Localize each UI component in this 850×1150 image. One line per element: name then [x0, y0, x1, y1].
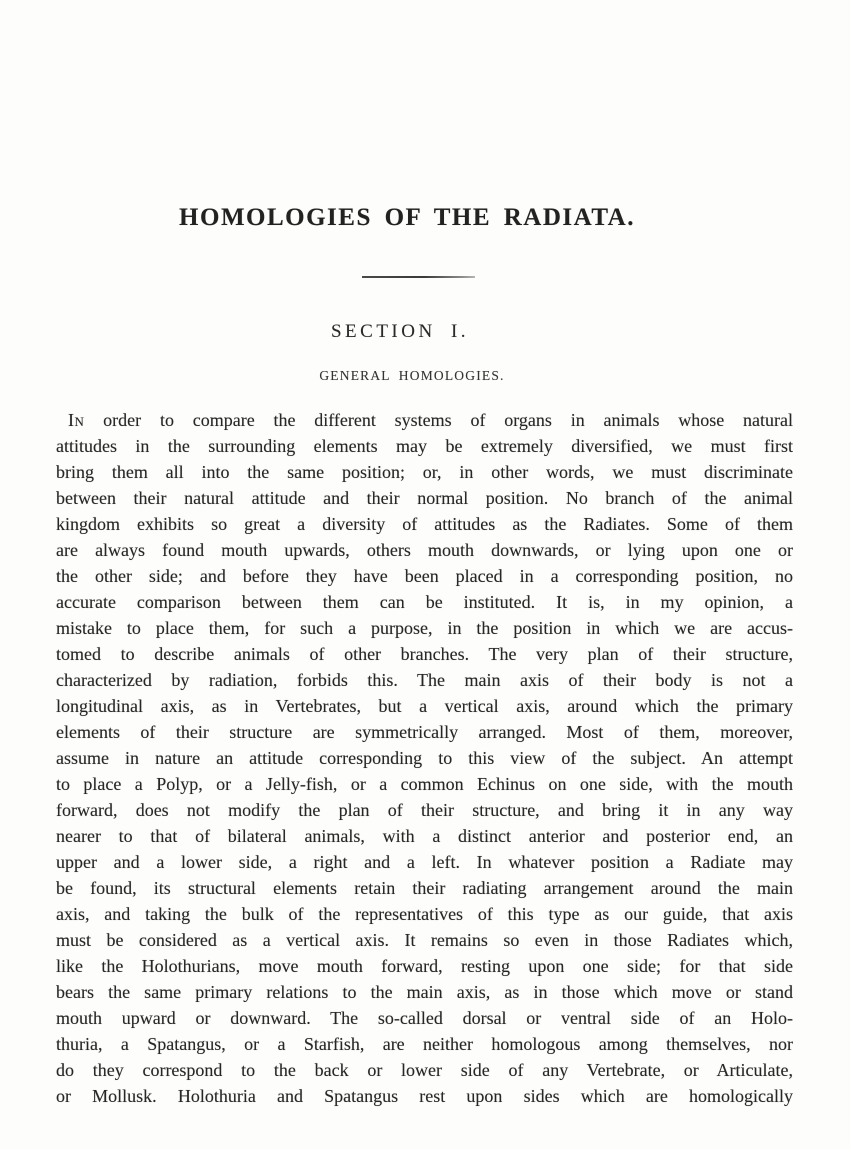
subsection-heading: GENERAL HOMOLOGIES. — [319, 368, 505, 383]
body-text-line: mistake to place them, for such a purpose, in the position in which we are accus- — [56, 618, 793, 638]
body-text-line: the other side; and before they have been placed in a corresponding position, no — [56, 566, 793, 586]
body-text-line: nearer to that of bilateral animals, with a distinct anterior and posterior end, an — [56, 826, 793, 846]
body-text-line: to place a Polyp, or a Jelly-fish, or a common Echinus on one side, with the mouth — [56, 774, 793, 794]
paragraph-lead-word: In — [68, 410, 85, 430]
body-text-line: or Mollusk. Holothuria and Spatangus rest upon sides which are homologically — [56, 1086, 793, 1106]
body-text-line: between their natural attitude and their normal position. No branch of the animal — [56, 488, 793, 508]
body-text-line: mouth upward or downward. The so-called dorsal or ventral side of an Holo- — [56, 1008, 793, 1028]
body-text-line: longitudinal axis, as in Vertebrates, but a vertical axis, around which the primary — [56, 696, 793, 716]
body-text-line: forward, does not modify the plan of their structure, and bring it in any way — [56, 800, 793, 820]
body-text-line: elements of their structure are symmetrically arranged. Most of them, moreover, — [56, 722, 793, 742]
section-heading: SECTION I. — [330, 321, 470, 342]
body-text-line: characterized by radiation, forbids this. The main axis of their body is not a — [56, 670, 793, 690]
body-text-line: bring them all into the same position; or, in other words, we must discriminate — [56, 462, 793, 482]
body-text-line: tomed to describe animals of other branches. The very plan of their structure, — [56, 644, 793, 664]
body-text-line: bears the same primary relations to the main axis, as in those which move or stand — [56, 982, 793, 1002]
body-text-line: thuria, a Spatangus, or a Starfish, are neither homologous among themselves, nor — [56, 1034, 793, 1054]
body-text-line: accurate comparison between them can be instituted. It is, in my opinion, a — [56, 592, 793, 612]
body-text-line: In order to compare the different systems of organs in animals whose natural — [68, 410, 793, 430]
body-text-line: do they correspond to the back or lower side of any Vertebrate, or Articulate, — [56, 1060, 793, 1080]
ornamental-divider-rule — [362, 276, 475, 278]
body-text-line: attitudes in the surrounding elements may be extremely diversified, we must first — [56, 436, 793, 456]
body-text-line: must be considered as a vertical axis. It remains so even in those Radiates which, — [56, 930, 793, 950]
body-text-line: axis, and taking the bulk of the representatives of this type as our guide, that axis — [56, 904, 793, 924]
body-text-line: assume in nature an attitude corresponding to this view of the subject. An attempt — [56, 748, 793, 768]
body-text-line: are always found mouth upwards, others mouth downwards, or lying upon one or — [56, 540, 793, 560]
body-text-line: be found, its structural elements retain their radiating arrangement around the main — [56, 878, 793, 898]
body-text-line: upper and a lower side, a right and a left. In whatever position a Radiate may — [56, 852, 793, 872]
body-text-line: like the Holothurians, move mouth forward, resting upon one side; for that side — [56, 956, 793, 976]
page-title: HOMOLOGIES OF THE RADIATA. — [179, 204, 635, 231]
body-text-line: kingdom exhibits so great a diversity of attitudes as the Radiates. Some of them — [56, 514, 793, 534]
body-paragraph — [56, 407, 793, 1109]
